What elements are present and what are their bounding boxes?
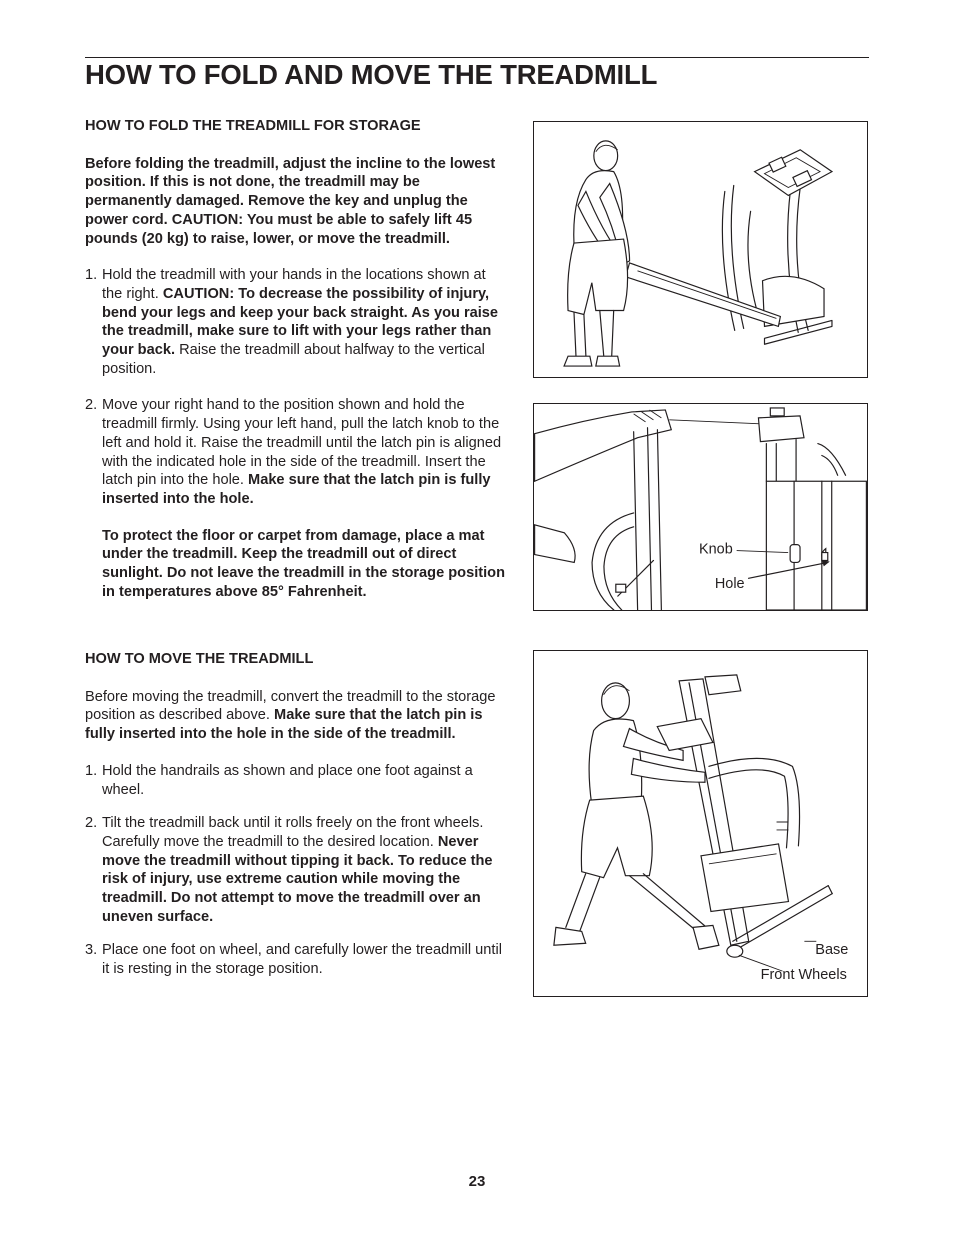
- move-step-3-number: 3.: [85, 942, 98, 959]
- move-step-3-text: Place one foot on wheel, and carefully lower the treadmill until it is resting in the storage position.: [102, 942, 502, 978]
- move-intro-text: Before moving the treadmill, convert the treadmill to the storage position as described above.: [85, 688, 496, 724]
- move-step-2-text: Tilt the treadmill back until it rolls freely on the front wheels. Carefully move the treadmill to the desired location.: [102, 815, 484, 850]
- fold-step-1-text: Hold the treadmill with your hands in the locations shown at the right.: [102, 267, 486, 302]
- latch-detail-illustration: [534, 404, 867, 610]
- figure-move-treadmill: [533, 650, 868, 997]
- fold-step-2-bold: Make sure that the latch pin is fully inserted into the hole.: [102, 472, 491, 507]
- move-step-2: [85, 814, 510, 926]
- floor-protection-note: To protect the floor or carpet from damage, place a mat under the treadmill. Keep the treadmill out of direct sunlight. Do not leave the treadmill in the storage position in temperatures above 85° Fahrenheit.: [102, 527, 505, 600]
- move-step-2-bold: Never move the treadmill without tipping it back. To reduce the risk of injury, use extreme caution while moving the treadmill. Do not attempt to move the treadmill over an uneven surface.: [102, 833, 493, 925]
- fold-step-1-number: 1.: [85, 267, 98, 284]
- page-title: HOW TO FOLD AND MOVE THE TREADMILL: [85, 59, 658, 90]
- move-step-1-text: Hold the handrails as shown and place one foot against a wheel.: [102, 762, 473, 798]
- fold-warning: Before folding the treadmill, adjust the incline to the lowest position. If this is not done, the treadmill may be permanently damaged. Remove the key and unplug the power cord. CAUTION: You must be able to safely lift 45 pounds (20 kg) to raise, lower, or move the treadmill.: [85, 155, 496, 247]
- label-knob: Knob: [699, 541, 733, 558]
- move-intro-bold: Make sure that the latch pin is fully inserted into the hole in the side of the treadmill.: [85, 707, 483, 743]
- fold-step-1-text-end: Raise the treadmill about halfway to the vertical position.: [102, 342, 485, 377]
- fold-step-2-number: 2.: [85, 397, 98, 414]
- move-step-1: [85, 762, 510, 799]
- label-hole: Hole: [714, 576, 745, 593]
- fold-step-1-caution: CAUTION: To decrease the possibility of injury, bend your legs and keep your back straight. As you raise the treadmill, make sure to lift with your legs rather than your back.: [102, 285, 499, 359]
- fold-step-2: [85, 396, 510, 508]
- label-front-wheels: Front Wheels: [760, 967, 847, 984]
- page-number: 23: [468, 1173, 486, 1190]
- move-intro: [85, 688, 510, 744]
- lift-treadmill-illustration: [534, 122, 867, 377]
- figure-lift-treadmill: [533, 121, 868, 378]
- figure-latch-detail: [533, 403, 868, 611]
- label-base: Base: [815, 942, 849, 959]
- move-step-2-number: 2.: [85, 815, 98, 832]
- move-treadmill-illustration: [534, 651, 867, 996]
- fold-section-heading: HOW TO FOLD THE TREADMILL FOR STORAGE: [85, 118, 421, 134]
- move-section-heading: HOW TO MOVE THE TREADMILL: [85, 651, 314, 667]
- fold-section: [85, 117, 510, 601]
- fold-step-1: [85, 266, 510, 378]
- move-step-3: [85, 941, 510, 978]
- fold-step-2-text: Move your right hand to the position shown and hold the treadmill firmly. Using your left hand, pull the latch knob to the left and hold it. Raise the treadmill until the latch pin is aligned with the indicated hole in the side of the treadmill. Insert the latch pin into the hole.: [102, 397, 502, 489]
- move-section: [85, 650, 510, 979]
- move-step-1-number: 1.: [85, 762, 98, 779]
